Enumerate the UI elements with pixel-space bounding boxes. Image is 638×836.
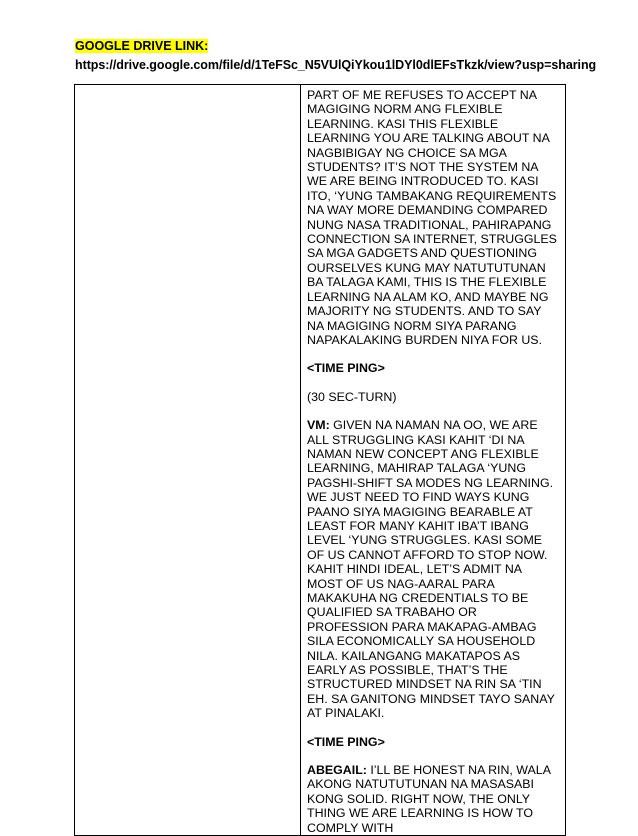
transcript-table	[74, 84, 566, 836]
speaker-text: I’LL BE HONEST NA RIN, WALA AKONG NATUTUTUNAN NA MASASABI KONG SOLID. RIGHT NOW, THE ONLY THING WE ARE LEARNING IS HOW TO COMPLY WITH	[307, 763, 551, 835]
transcript-paragraph-vm	[307, 418, 559, 721]
document-header	[75, 37, 596, 72]
drive-link-title: GOOGLE DRIVE LINK:	[75, 39, 209, 53]
speaker-text: GIVEN NA NAMAN NA OO, WE ARE ALL STRUGGLING KASI KAHIT ‘DI NA NAMAN NEW CONCEPT ANG FLEXIBLE LEARNING, MAHIRAP TALAGA ‘YUNG PAGSHI-SHIFT SA MODES NG LEARNING. WE JUST NEED TO FIND WAYS KUNG PAANO SIYA MAGIGING BEARABLE AT LEAST FOR MANY KAHIT IBA’T IBANG LEVEL ‘YUNG STRUGGLES. KASI SOME OF US CANNOT AFFORD TO STOP NOW. KAHIT HINDI IDEAL, LET’S ADMIT NA MOST OF US NAG-AARAL PARA MAKAKUHA NG CREDENTIALS TO BE QUALIFIED SA TRABAHO OR PROFESSION PARA MAKAPAG-AMBAG SILA ECONOMICALLY SA HOUSEHOLD NILA. KAILANGANG MAKATAPOS AS EARLY AS POSSIBLE, THAT’S THE STRUCTURED MINDSET NA RIN SA ‘TIN EH. SA GANITONG MINDSET TAYO SANAY AT PINALAKI.	[307, 418, 555, 721]
left-column-cell	[75, 85, 301, 836]
turn-label: (30 SEC-TURN)	[307, 389, 397, 404]
table-row	[75, 85, 566, 836]
time-ping-label: <TIME PING>	[307, 734, 385, 749]
speaker-name: VM:	[307, 418, 330, 433]
time-ping-label: <TIME PING>	[307, 361, 385, 376]
transcript-paragraph-abegail	[307, 763, 559, 835]
transcript-paragraph: PART OF ME REFUSES TO ACCEPT NA MAGIGING NORM ANG FLEXIBLE LEARNING. KASI THIS FLEXIBLE LEARNING YOU ARE TALKING ABOUT NA NAGBIBIGAY NG CHOICE SA MGA STUDENTS? IT’S NOT THE SYSTEM NA WE ARE BEING INTRODUCED TO. KASI ITO, ‘YUNG TAMBAKANG REQUIREMENTS NA WAY MORE DEMANDING COMPARED NUNG NASA TRADITIONAL, PAHIRAPANG CONNECTION SA INTERNET, STRUGGLES SA MGA GADGETS AND QUESTIONING OURSELVES KUNG MAY NATUTUTUNAN BA TALAGA KAMI, THIS IS THE FLEXIBLE LEARNING NA ALAM KO, AND MAYBE NG MAJORITY NG STUDENTS. AND TO SAY NA MAGIGING NORM SIYA PARANG NAPAKALAKING BURDEN NIYA FOR US.	[307, 88, 557, 347]
drive-link-url[interactable]: https://drive.google.com/file/d/1TeFSc_N5VUlQiYkou1lDYl0dlEFsTkzk/view?usp=sharing	[75, 58, 597, 72]
speaker-name: ABEGAIL:	[307, 763, 367, 778]
transcript-cell	[301, 85, 566, 836]
